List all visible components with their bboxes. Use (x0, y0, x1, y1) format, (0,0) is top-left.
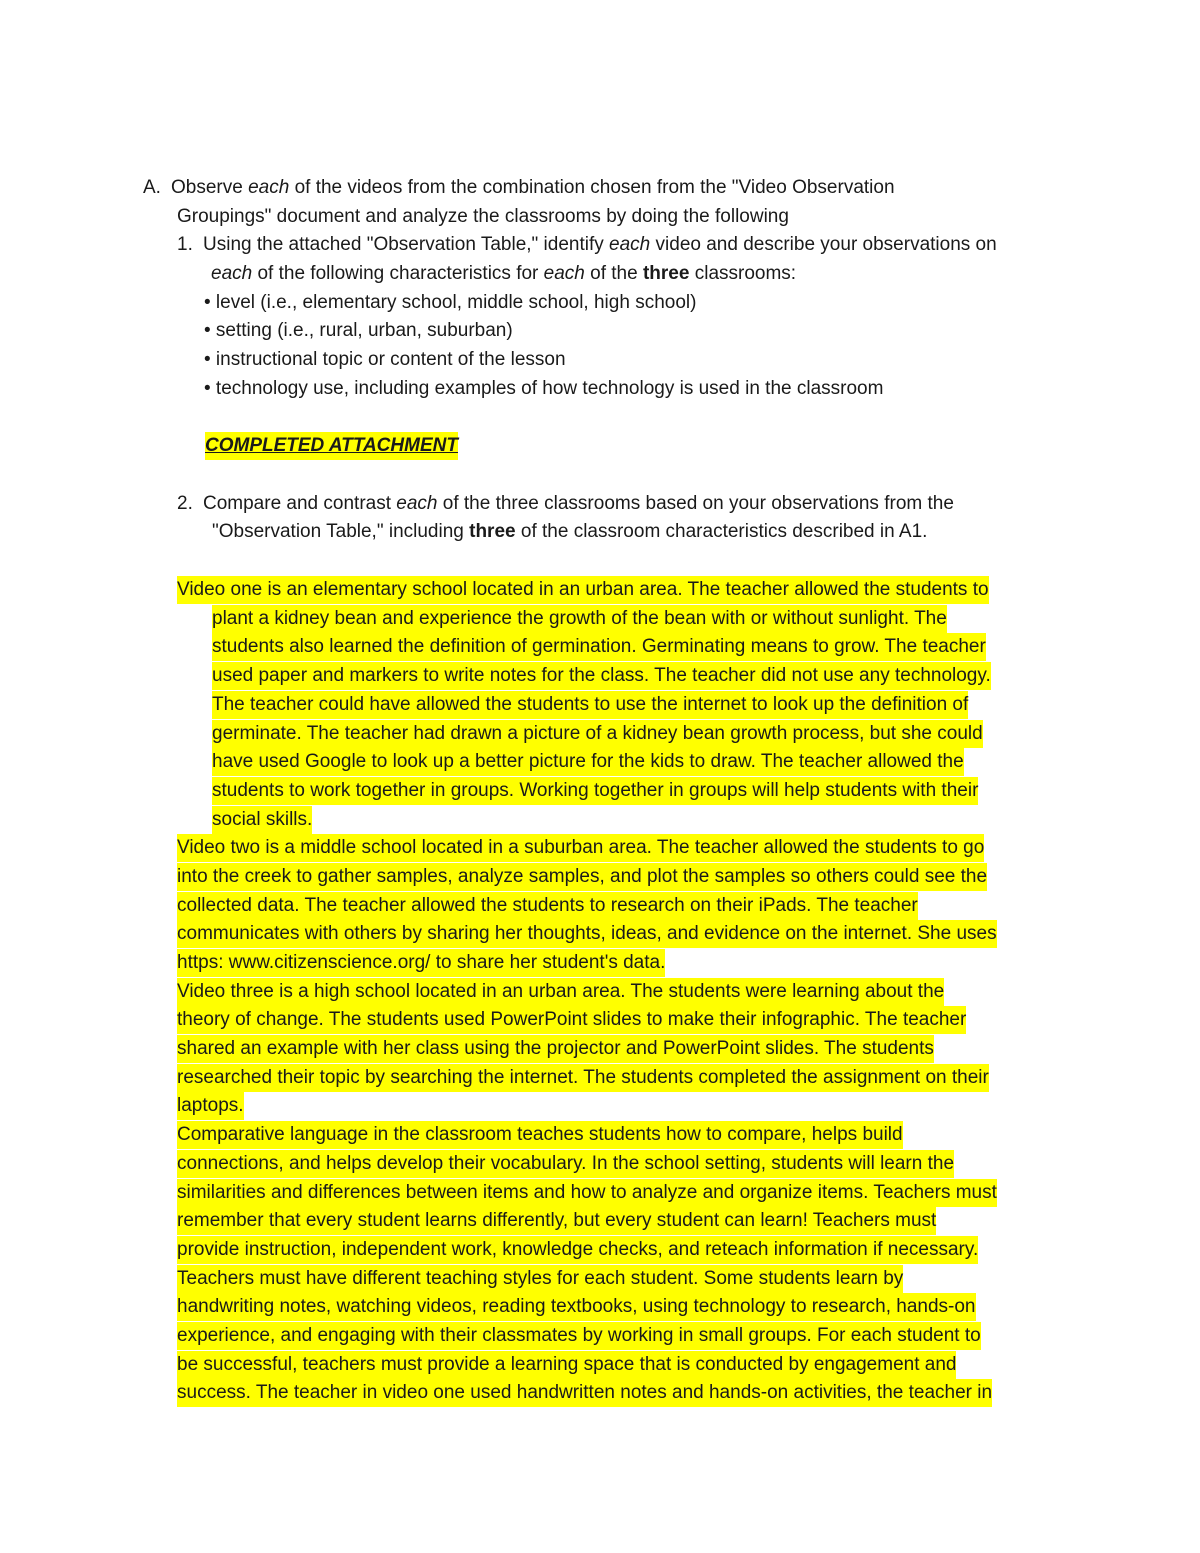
answer-line: Teachers must have different teaching styles for each student. Some students learn by (177, 1265, 903, 1293)
bullet-technology: • technology use, including examples of how technology is used in the classroom (204, 378, 884, 399)
answer-line: success. The teacher in video one used handwritten notes and hands-on activities, the teacher in (177, 1379, 992, 1407)
item-2-line-2: "Observation Table," including three of the classroom characteristics described in A1. (212, 521, 928, 542)
answer-line: similarities and differences between items and how to analyze and organize items. Teachers must (177, 1179, 997, 1207)
section-a-marker: A. (143, 177, 161, 198)
answer-line: students also learned the definition of germination. Germinating means to grow. The teacher (212, 633, 986, 661)
answer-line: The teacher could have allowed the students to use the internet to look up the definition of (212, 691, 968, 719)
answer-line: students to work together in groups. Working together in groups will help students with their (212, 777, 978, 805)
answer-line: germinate. The teacher had drawn a picture of a kidney bean growth process, but she could (212, 720, 983, 748)
answer-line: have used Google to look up a better picture for the kids to draw. The teacher allowed the (212, 748, 964, 776)
answer-line: into the creek to gather samples, analyze samples, and plot the samples so others could see the (177, 863, 987, 891)
answer-line: researched their topic by searching the internet. The students completed the assignment on their (177, 1064, 989, 1092)
answer-line: remember that every student learns differently, but every student can learn! Teachers must (177, 1207, 936, 1235)
section-a-line-2: Groupings" document and analyze the classrooms by doing the following (177, 206, 789, 227)
answer-line: used paper and markers to write notes for the class. The teacher did not use any technology. (212, 662, 991, 690)
item-2-marker: 2. (177, 493, 193, 514)
item-1-marker: 1. (177, 234, 193, 255)
section-a-line-1: Observe each of the videos from the combination chosen from the "Video Observation (171, 177, 895, 198)
item-1-line-1: Using the attached "Observation Table," identify each video and describe your observations on (203, 234, 997, 255)
answer-line: Comparative language in the classroom teaches students how to compare, helps build (177, 1121, 903, 1149)
answer-line: shared an example with her class using the projector and PowerPoint slides. The students (177, 1035, 934, 1063)
answer-line: https: www.citizenscience.org/ to share her student's data. (177, 949, 665, 977)
answer-line: communicates with others by sharing her thoughts, ideas, and evidence on the internet. She uses (177, 920, 997, 948)
bullet-topic: • instructional topic or content of the lesson (204, 349, 566, 370)
answer-line: Video two is a middle school located in a suburban area. The teacher allowed the students to go (177, 834, 984, 862)
bullet-level: • level (i.e., elementary school, middle school, high school) (204, 292, 697, 313)
answer-line: Video one is an elementary school located in an urban area. The teacher allowed the students to (177, 576, 989, 604)
answer-line: collected data. The teacher allowed the students to research on their iPads. The teacher (177, 892, 918, 920)
answer-line: experience, and engaging with their classmates by working in small groups. For each student to (177, 1322, 981, 1350)
answer-line: theory of change. The students used PowerPoint slides to make their infographic. The teacher (177, 1006, 966, 1034)
answer-line: social skills. (212, 806, 312, 834)
completed-attachment-label: COMPLETED ATTACHMENT (205, 432, 458, 460)
bullet-setting: • setting (i.e., rural, urban, suburban) (204, 320, 513, 341)
answer-line: be successful, teachers must provide a learning space that is conducted by engagement and (177, 1351, 956, 1379)
answer-line: Video three is a high school located in an urban area. The students were learning about the (177, 978, 944, 1006)
answer-line: laptops. (177, 1092, 244, 1120)
answer-line: plant a kidney bean and experience the growth of the bean with or without sunlight. The (212, 605, 947, 633)
answer-line: handwriting notes, watching videos, reading textbooks, using technology to research, hands-on (177, 1293, 976, 1321)
answer-line: connections, and helps develop their vocabulary. In the school setting, students will learn the (177, 1150, 954, 1178)
answer-line: provide instruction, independent work, knowledge checks, and reteach information if necessary. (177, 1236, 978, 1264)
item-1-line-2: each of the following characteristics for each of the three classrooms: (211, 263, 797, 284)
item-2-line-1: Compare and contrast each of the three classrooms based on your observations from the (203, 493, 954, 514)
